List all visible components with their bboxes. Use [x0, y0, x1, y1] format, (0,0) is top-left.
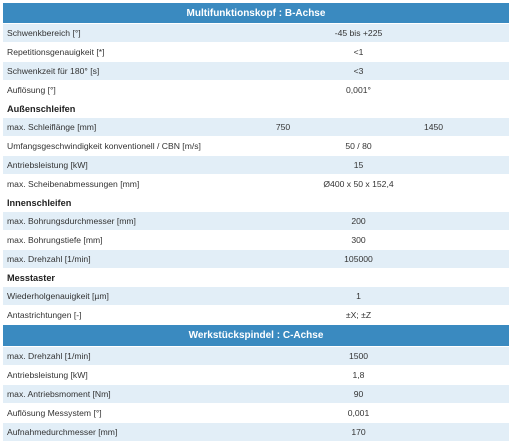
table-row [3, 306, 509, 325]
row-label: Antastrichtungen [-] [7, 310, 82, 320]
row-value: ±X; ±Z [345, 310, 372, 320]
row-label: max. Bohrungsdurchmesser [mm] [7, 216, 136, 226]
table-row [3, 212, 509, 231]
row-value: 15 [353, 160, 364, 170]
row-value: <1 [353, 47, 364, 57]
row-value: 170 [351, 427, 366, 437]
table-row [3, 231, 509, 250]
table-row [3, 24, 509, 43]
row-value: 90 [353, 389, 364, 399]
row-value-b: 1450 [423, 122, 444, 132]
row-label: Schwenkzeit für 180° [s] [7, 66, 100, 76]
row-label: max. Antriebsmoment [Nm] [7, 389, 111, 399]
row-value: 0,001° [346, 85, 371, 95]
row-value: 1,8 [352, 370, 365, 380]
section-header-b-axis: Multifunktionskopf : B-Achse [3, 3, 509, 24]
table-row [3, 385, 509, 404]
row-label: Auflösung Messystem [°] [7, 408, 102, 418]
table-row [3, 175, 509, 194]
table-row [3, 62, 509, 81]
subsection-title-aussenschleifen [3, 100, 509, 118]
row-value-a: 750 [275, 122, 291, 132]
row-label: max. Bohrungstiefe [mm] [7, 235, 103, 245]
table-row [3, 404, 509, 423]
row-label: Antriebsleistung [kW] [7, 370, 88, 380]
row-value: 1500 [348, 351, 369, 361]
subsection-title-messtaster [3, 269, 509, 287]
table-row [3, 43, 509, 62]
row-label: Schwenkbereich [°] [7, 28, 81, 38]
row-value: 0,001 [347, 408, 370, 418]
row-label: Aufnahmedurchmesser [mm] [7, 427, 118, 437]
row-label: Repetitionsgenauigkeit [*] [7, 47, 105, 57]
row-value: 300 [351, 235, 366, 245]
row-value: 1 [356, 291, 361, 301]
section-header-c-axis: Werkstückspindel : C-Achse [3, 325, 509, 347]
row-label: Umfangsgeschwindigkeit konventionell / CBN [m/s] [7, 141, 201, 151]
row-label: max. Scheibenabmessungen [mm] [7, 179, 140, 189]
subsection-title-innenschleifen [3, 194, 509, 212]
table-row [3, 366, 509, 385]
table-row [3, 287, 509, 306]
table-row [3, 250, 509, 269]
table-row [3, 81, 509, 100]
row-value: 200 [351, 216, 366, 226]
row-label: Auflösung [°] [7, 85, 56, 95]
row-label: max. Schleiflänge [mm] [7, 122, 97, 132]
table-row [3, 156, 509, 175]
spec-table [3, 3, 509, 442]
row-value: 105000 [344, 254, 373, 264]
row-label: max. Drehzahl [1/min] [7, 351, 91, 361]
subsection-label: Innenschleifen [7, 197, 72, 208]
row-label: Antriebsleistung [kW] [7, 160, 88, 170]
subsection-label: Messtaster [7, 272, 56, 283]
subsection-label: Außenschleifen [7, 103, 76, 114]
table-row [3, 347, 509, 366]
table-row [3, 423, 509, 442]
row-value: 50 / 80 [345, 141, 372, 151]
table-row [3, 118, 509, 137]
row-value: <3 [353, 66, 364, 76]
row-label: max. Drehzahl [1/min] [7, 254, 91, 264]
row-label: Wiederholgenauigkeit [µm] [7, 291, 109, 301]
table-row [3, 137, 509, 156]
row-value: -45 bis +225 [334, 28, 383, 38]
row-value: Ø400 x 50 x 152,4 [323, 179, 394, 189]
